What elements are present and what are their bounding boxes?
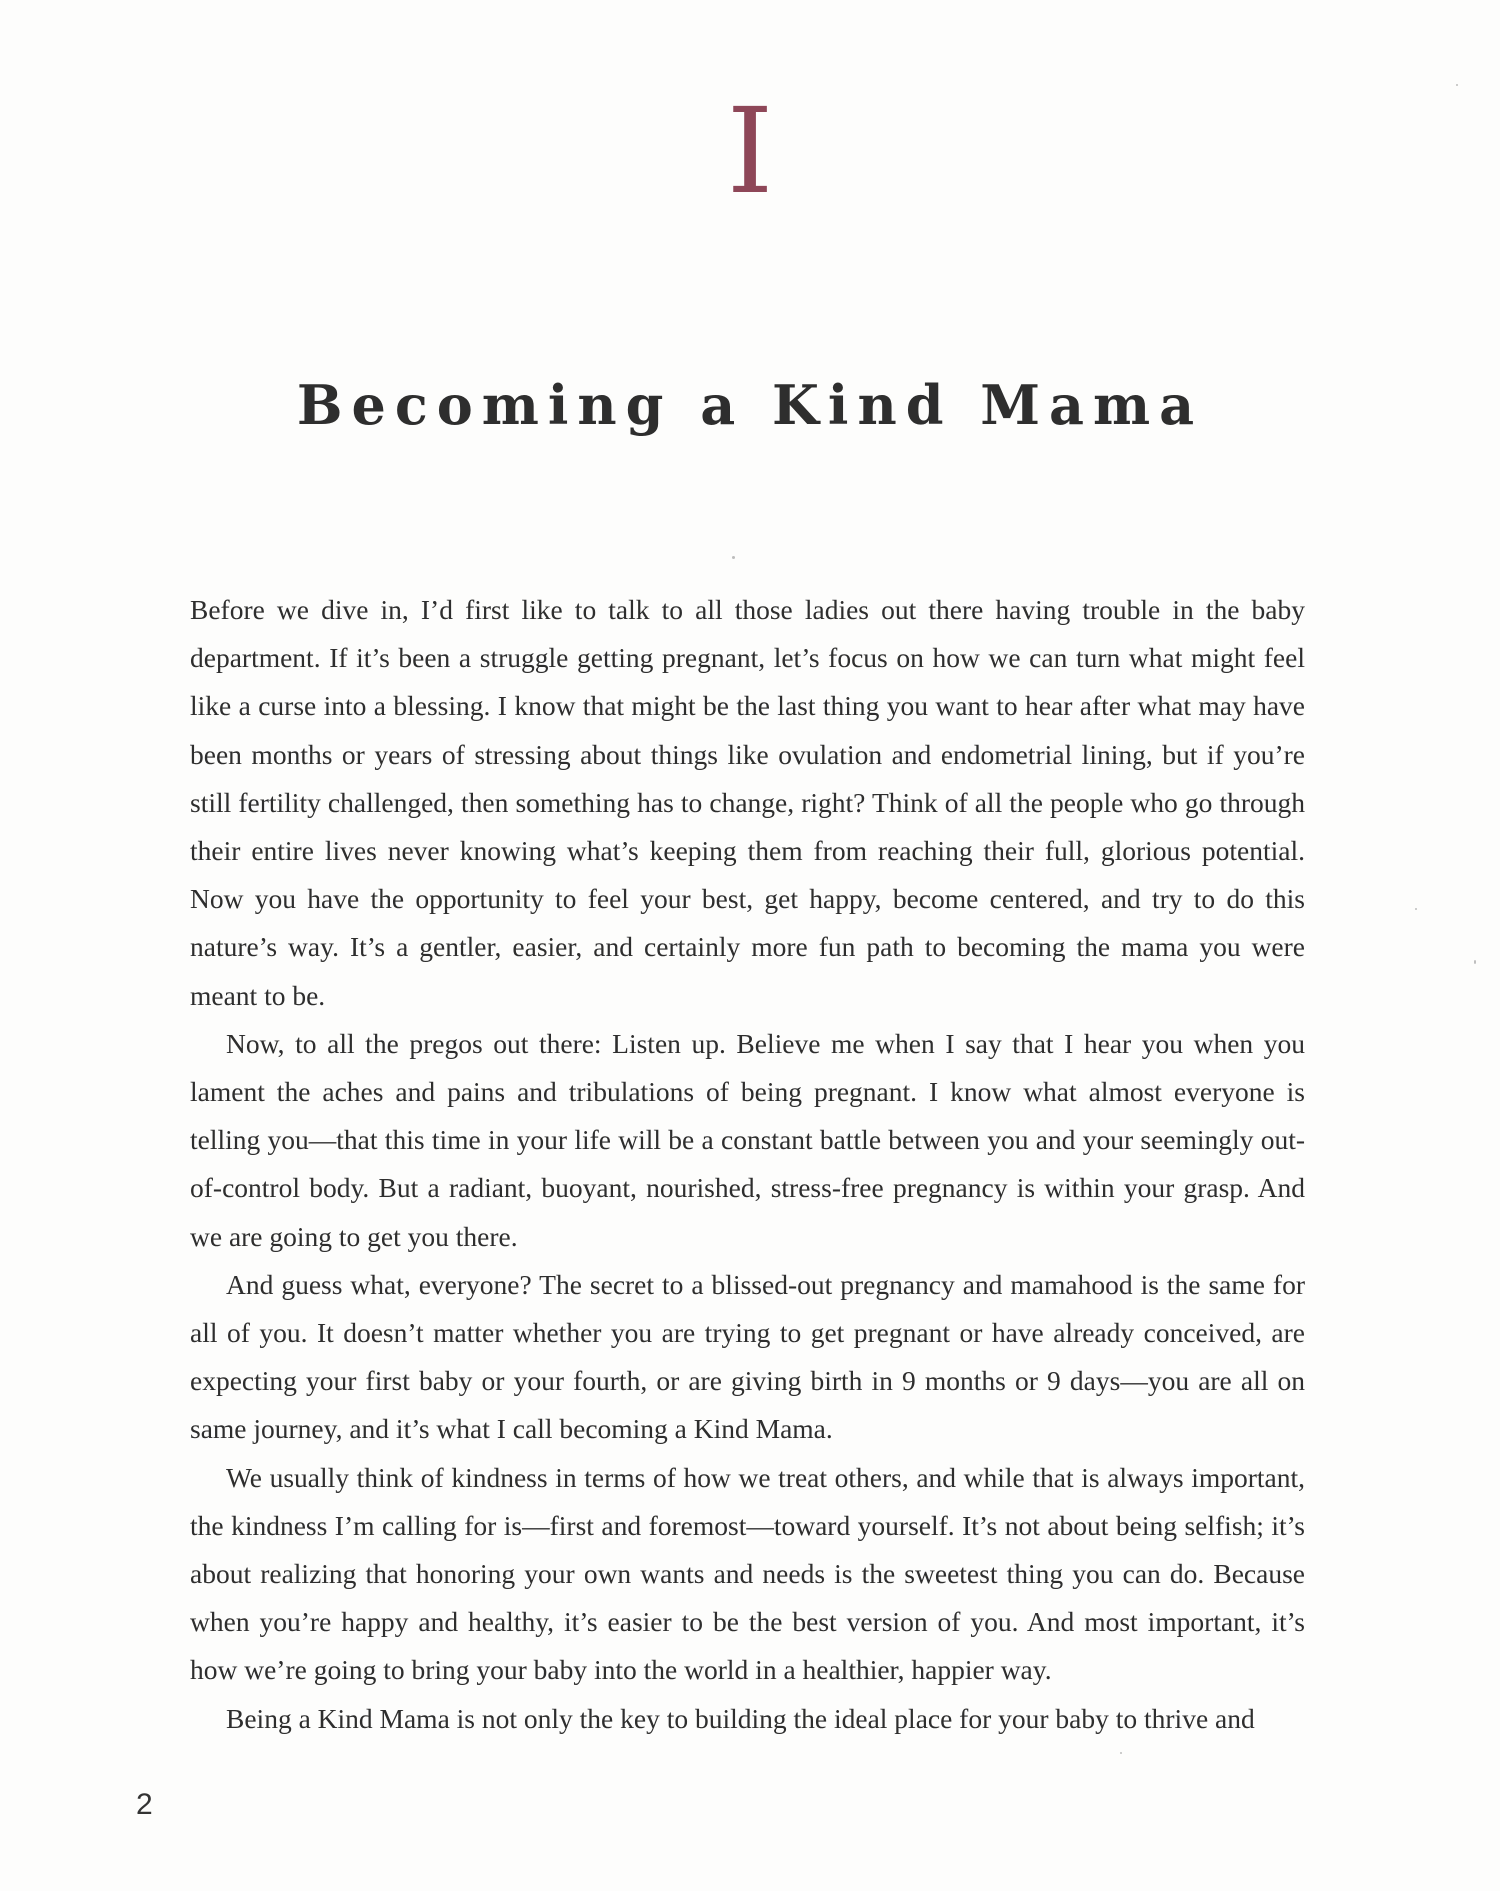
paragraph: And guess what, everyone? The secret to a blissed-out pregnancy and mamahood is the same for all of you. It doesn’t matter whether you are trying to get pregnant or have already conceived, are expecting your first baby or your fourth, or are giving birth in 9 months or 9 days—you are all on same journey, and it’s what I call becoming a Kind Mama. xyxy=(190,1268,1305,1445)
page-number: 2 xyxy=(136,1788,153,1821)
paragraph: Before we dive in, I’d first like to talk to all those ladies out there having trouble in the baby department. If it’s been a struggle getting pregnant, let’s focus on how we can turn what might feel like a curse into a blessing. I know that might be the last thing you want to hear after what may have been months or years of stressing about things like ovulation and endometrial lining, but if you’re still fertility challenged, then something has to change, right? Think of all the people who go through their entire lives never knowing what’s keeping them from reaching their full, glorious potential. Now you have the opportunity to feel your best, get happy, become centered, and try to do this nature’s way. It’s a gentler, easier, and certainly more fun path to becoming the mama you were meant to be. xyxy=(190,594,1305,1011)
chapter-number: I xyxy=(726,82,774,220)
paragraph: We usually think of kindness in terms of how we treat others, and while that is always important, the kindness I’m calling for is—first and foremost—toward yourself. It’s not about being selfish; it’s about realizing that honoring your own wants and needs is the sweetest thing you can do. Because when you’re happy and healthy, it’s easier to be the best version of you. And most important, it’s how we’re going to bring your baby into the world in a healthier, happier way. xyxy=(190,1461,1305,1686)
body-text xyxy=(190,586,1305,1743)
scan-speck xyxy=(1120,1752,1122,1754)
scan-speck xyxy=(1474,960,1476,964)
chapter-title: Becoming a Kind Mama xyxy=(296,373,1204,437)
scan-speck xyxy=(1456,84,1458,86)
paragraph: Now, to all the pregos out there: Listen up. Believe me when I say that I hear you when you lament the aches and pains and tribulations of being pregnant. I know what almost everyone is telling you—that this time in your life will be a constant battle between you and your seemingly out-of-control body. But a radiant, buoyant, nourished, stress-free pregnancy is within your grasp. And we are going to get you there. xyxy=(190,1027,1305,1252)
scan-speck xyxy=(732,556,735,559)
paragraph: Being a Kind Mama is not only the key to building the ideal place for your baby to thrive and xyxy=(226,1702,1255,1734)
scan-speck xyxy=(1415,908,1417,910)
